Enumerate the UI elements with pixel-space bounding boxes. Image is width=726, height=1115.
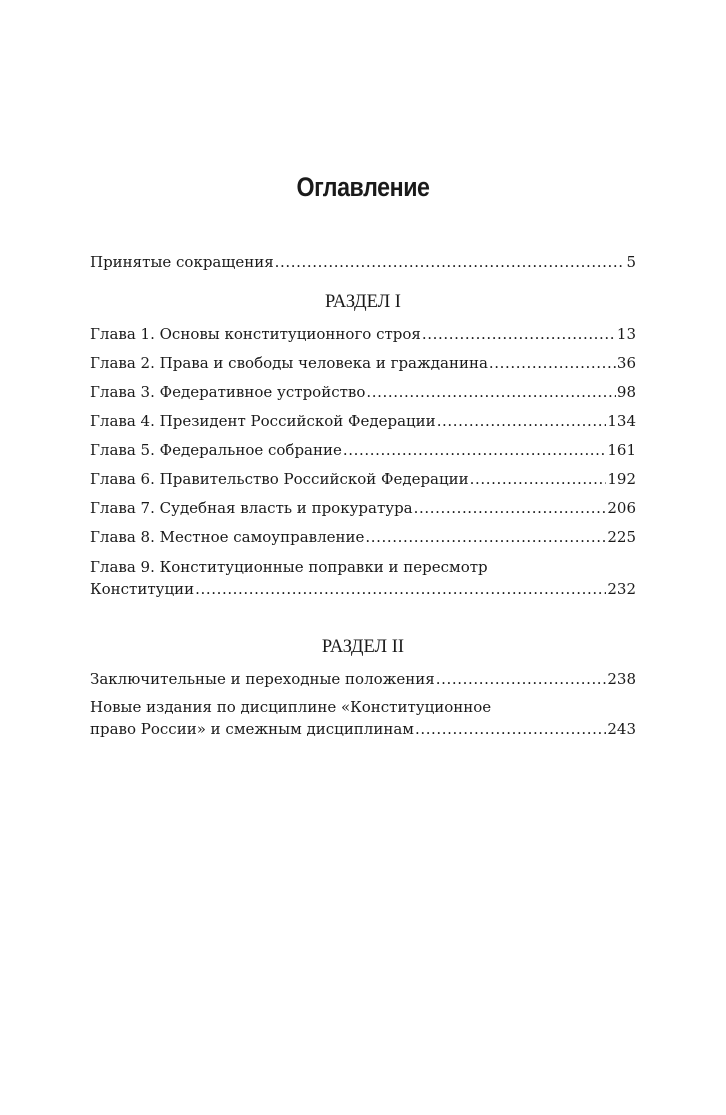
- toc-page-number: 232: [607, 580, 636, 598]
- toc-entry-final-provisions[interactable]: [90, 665, 636, 694]
- toc-page-number: 98: [616, 383, 636, 401]
- dot-leader: [470, 465, 607, 494]
- toc-entry-chapter-3[interactable]: [90, 378, 636, 407]
- toc-page-number: 192: [607, 470, 636, 488]
- toc-entry-text: Принятые сокращения: [90, 253, 274, 271]
- dot-leader: [275, 248, 626, 277]
- toc-entry-text: Глава 5. Федеральное собрание: [90, 441, 342, 459]
- toc-entry-text-line1: Новые издания по дисциплине «Конституционное: [90, 698, 492, 716]
- toc-entry-new-publications[interactable]: [90, 696, 636, 744]
- toc-entry-text: Глава 7. Судебная власть и прокуратура: [90, 499, 413, 517]
- toc-entry-text: Глава 6. Правительство Российской Федерации: [90, 470, 469, 488]
- toc-page: [90, 0, 636, 1115]
- toc-entry-text-line2: Конституции: [90, 580, 195, 598]
- toc-entry-text-line2: право России» и смежным дисциплинам: [90, 720, 414, 738]
- dot-leader: [422, 320, 616, 349]
- toc-page-number: 206: [607, 499, 636, 517]
- toc-page-number: 134: [607, 412, 636, 430]
- toc-page-number: 36: [616, 354, 636, 372]
- section-heading: РАЗДЕЛ II: [321, 637, 405, 657]
- preface-block: [90, 248, 636, 277]
- toc-page-number: 5: [626, 253, 636, 271]
- section-2: [90, 635, 636, 748]
- toc-entry-text: Глава 2. Права и свободы человека и гражданина: [90, 354, 488, 372]
- toc-entry-chapter-4[interactable]: [90, 407, 636, 436]
- toc-entry-chapter-1[interactable]: [90, 320, 636, 349]
- dot-leader: [437, 407, 607, 436]
- toc-page-number: 225: [607, 528, 636, 546]
- toc-entry-text-line1: Глава 9. Конституционные поправки и пересмотр: [90, 558, 488, 576]
- dot-leader: [195, 578, 606, 600]
- toc-entry-chapter-8[interactable]: [90, 523, 636, 552]
- dot-leader: [366, 378, 616, 407]
- toc-entry-chapter-5[interactable]: [90, 436, 636, 465]
- page-title: Оглавление: [296, 172, 430, 202]
- section-1: [90, 290, 636, 608]
- toc-entry-chapter-6[interactable]: [90, 465, 636, 494]
- toc-page-number: 13: [616, 325, 636, 343]
- toc-page-number: 243: [607, 720, 636, 738]
- dot-leader: [415, 718, 606, 740]
- dot-leader: [365, 523, 606, 552]
- dot-leader: [436, 665, 607, 694]
- toc-entry-chapter-2[interactable]: [90, 349, 636, 378]
- toc-entry-text: Глава 3. Федеративное устройство: [90, 383, 366, 401]
- dot-leader: [489, 349, 616, 378]
- toc-entry-chapter-7[interactable]: [90, 494, 636, 523]
- toc-entry-text: Глава 1. Основы конституционного строя: [90, 325, 421, 343]
- toc-entry-text: Глава 8. Местное самоуправление: [90, 528, 365, 546]
- toc-entry-text: Глава 4. Президент Российской Федерации: [90, 412, 436, 430]
- toc-page-number: 161: [607, 441, 636, 459]
- dot-leader: [343, 436, 606, 465]
- toc-entry-abbreviations[interactable]: [90, 248, 636, 277]
- toc-entry-chapter-9[interactable]: [90, 556, 636, 604]
- section-heading: РАЗДЕЛ I: [325, 292, 401, 312]
- toc-entry-text: Заключительные и переходные положения: [90, 670, 435, 688]
- toc-page-number: 238: [607, 670, 636, 688]
- dot-leader: [414, 494, 607, 523]
